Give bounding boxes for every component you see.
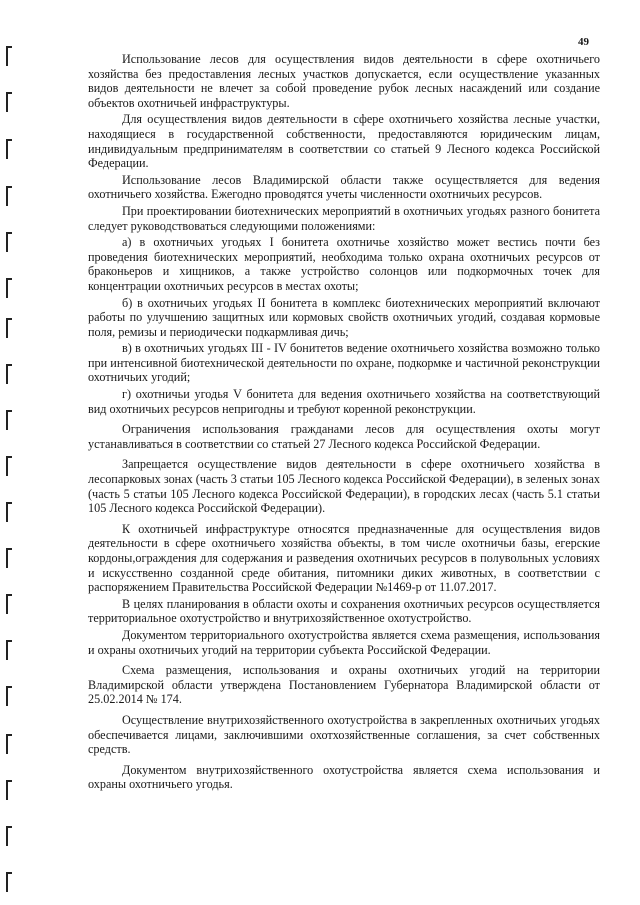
binding-mark xyxy=(6,92,8,112)
binding-marks xyxy=(0,0,40,905)
binding-mark xyxy=(6,186,8,206)
paragraph: Схема размещения, использования и охраны охотничьих угодий на территории Владимирской области утверждена Постановлением Губернатора Владимирской области от 25.02.2014 № 174. xyxy=(88,663,600,707)
paragraph: а) в охотничьих угодьях I бонитета охотничье хозяйство может вестись почти без проведения биотехнических мероприятий, необходима только охрана охотничьих ресурсов от браконьеров и хищников, а также устройство солонцов или подкормочных точек для концентрации охотничьих ресурсов в местах охоты; xyxy=(88,235,600,293)
binding-mark xyxy=(6,548,8,568)
paragraph: В целях планирования в области охоты и сохранения охотничьих ресурсов осуществляется территориальное охотустройство и внутрихозяйственное охотустройство. xyxy=(88,596,600,626)
binding-mark xyxy=(6,318,8,338)
binding-mark xyxy=(6,826,8,846)
page-number: 49 xyxy=(578,36,589,48)
paragraph: Документом территориального охотустройства является схема размещения, использования и охраны охотничьих угодий на территории субъекта Российской Федерации. xyxy=(88,627,600,657)
binding-mark xyxy=(6,46,8,66)
paragraph: б) в охотничьих угодьях II бонитета в комплекс биотехнических мероприятий включают работы по улучшению защитных или кормовых свойств охотничьих угодий, создавая кормовые поля, ремизы и периодически подкармливая дичь; xyxy=(88,295,600,339)
paragraph: При проектировании биотехнических мероприятий в охотничьих угодьях разного бонитета следует руководствоваться следующими положениями: xyxy=(88,203,600,233)
binding-mark xyxy=(6,456,8,476)
binding-mark xyxy=(6,410,8,430)
paragraph: Использование лесов для осуществления видов деятельности в сфере охотничьего хозяйства без предоставления лесных участков допускается, если осуществление указанных видов деятельности не влечет за собой проведение рубок лесных насаждений или создание объектов охотничьей инфраструктуры. xyxy=(88,52,600,110)
paragraph: К охотничьей инфраструктуре относятся предназначенные для осуществления видов деятельности в сфере охотничьего хозяйства объекты, в том числе охотничьи базы, егерские кордоны,ограждения для содержания и разведения охотничьих ресурсов в полувольных условиях и искусственно созданной среде обитания, питомники диких животных, в соответствии с распоряжением Правительства Российской Федерации №1469-р от 11.07.2017. xyxy=(88,521,600,595)
binding-mark xyxy=(6,734,8,754)
paragraph: Документом внутрихозяйственного охотустройства является схема использования и охраны охотничьего угодья. xyxy=(88,762,600,792)
paragraph: в) в охотничьих угодьях III - IV бонитетов ведение охотничьего хозяйства возможно только при интенсивной биотехнической деятельности по охране, подкормке и частичной реконструкции охотничьих угодий; xyxy=(88,341,600,385)
paragraph: Запрещается осуществление видов деятельности в сфере охотничьего хозяйства в лесопарковых зонах (часть 3 статьи 105 Лесного кодекса Российской Федерации), в зеленых зонах (часть 5 статьи 105 Лесного кодекса Российской Федерации), в городских лесах (часть 5.1 статьи 105 Лесного кодекса Российской Федерации). xyxy=(88,457,600,516)
paragraph: г) охотничьи угодья V бонитета для ведения охотничьего хозяйства на соответствующий вид охотничьих ресурсов непригодны и требуют коренной реконструкции. xyxy=(88,387,600,416)
binding-mark xyxy=(6,686,8,706)
binding-mark xyxy=(6,364,8,384)
paragraph: Ограничения использования гражданами лесов для осуществления охоты могут устанавливаться в соответствии со статьей 27 Лесного кодекса Российской Федерации. xyxy=(88,422,600,451)
binding-mark xyxy=(6,594,8,614)
binding-mark xyxy=(6,640,8,660)
binding-mark xyxy=(6,502,8,522)
binding-mark xyxy=(6,232,8,252)
paragraph: Осуществление внутрихозяйственного охотустройства в закрепленных охотничьих угодьях обеспечивается лицами, заключившими охотхозяйственные соглашения, за счет собственных средств. xyxy=(88,712,600,757)
binding-mark xyxy=(6,278,8,298)
document-body xyxy=(88,52,600,794)
binding-mark xyxy=(6,872,8,892)
binding-mark xyxy=(6,139,8,159)
paragraph: Использование лесов Владимирской области также осуществляется для ведения охотничьего хозяйства. Ежегодно проводятся учеты численности охотничьих ресурсов. xyxy=(88,172,600,202)
paragraph: Для осуществления видов деятельности в сфере охотничьего хозяйства лесные участки, находящиеся в государственной собственности, предоставляются юридическим лицам, индивидуальным предпринимателям в соответствии со статьей 9 Лесного кодекса Российской Федерации. xyxy=(88,112,600,171)
binding-mark xyxy=(6,780,8,800)
